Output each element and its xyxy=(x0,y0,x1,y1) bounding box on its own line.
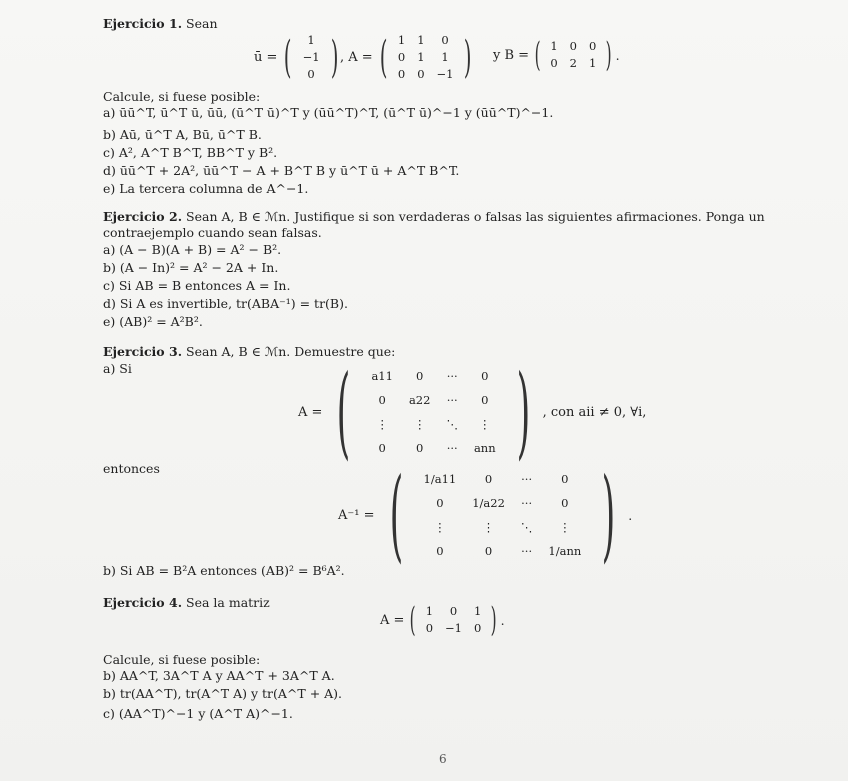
ex4-item-b2: b) tr(AA^T), tr(A^T A) y tr(A^T + A). xyxy=(103,686,343,701)
ex3-Ainv-matrix: A⁻¹ = ( 1/a11 0 ··· 0 0 1/a22 ··· 0 ⋮ ⋮ ⋱ ⋮ 0 0 ··· 1/ann ) . xyxy=(338,456,633,573)
matrix-entry: 0 xyxy=(417,67,425,81)
ex1-A-matrix: , A = ( 1 1 0 0 1 1 0 0 −1 ) xyxy=(340,31,472,83)
ex1-calc: Calcule, si fuese posible: xyxy=(103,89,261,104)
matrix-entry: ⋮ xyxy=(376,417,388,431)
matrix-entry: 0 xyxy=(416,369,424,383)
matrix-entry: 0 xyxy=(481,369,489,383)
matrix-entry: 1 xyxy=(588,56,597,70)
matrix-entry: a11 xyxy=(371,369,393,383)
ex1-title xyxy=(103,16,218,31)
matrix-entry: ⋮ xyxy=(413,417,426,431)
matrix-entry: 1 xyxy=(550,39,558,53)
matrix-entry: 0 xyxy=(416,441,424,455)
ex3-heading: Ejercicio 3. xyxy=(103,344,183,359)
u-matrix xyxy=(297,32,326,83)
ex2-item-a: a) (A − B)(A + B) = A² − B². xyxy=(103,242,282,257)
matrix-entry: 1 xyxy=(473,604,482,618)
Ainv-label: A⁻¹ = xyxy=(338,507,375,523)
matrix-entry: 0 xyxy=(378,393,386,407)
A-label: A = xyxy=(298,404,323,420)
matrix-entry: 1 xyxy=(441,50,449,64)
B-label: y B = xyxy=(493,47,530,63)
ex1-item-e: e) La tercera columna de A^−1. xyxy=(103,181,309,196)
matrix-entry: 0 xyxy=(449,604,458,618)
ex3-item-b: b) Si AB = B²A entonces (AB)² = B⁶A². xyxy=(103,563,345,578)
ex3-title xyxy=(103,344,395,359)
matrix-entry: 0 xyxy=(484,472,493,486)
matrix-entry: 0 xyxy=(550,56,558,70)
ex2-item-c: c) Si AB = B entonces A = In. xyxy=(103,278,291,293)
page-number: 6 xyxy=(439,752,447,766)
matrix-entry: ··· xyxy=(446,369,458,383)
ex1-item-b: b) Aū, ū^T A, Bū, ū^T B. xyxy=(103,127,262,142)
matrix-entry: 0 xyxy=(436,496,444,510)
ex4-intro: Sea la matriz xyxy=(186,595,270,610)
matrix-entry: 2 xyxy=(569,56,577,70)
ex4-title xyxy=(103,595,270,610)
matrix-entry: ⋮ xyxy=(434,520,446,534)
matrix-entry: ⋱ xyxy=(446,417,458,431)
matrix-entry: 0 xyxy=(436,544,444,558)
A-label: , A = xyxy=(340,50,373,65)
B-end: . xyxy=(615,47,620,63)
Ainv-end: . xyxy=(628,507,633,523)
ex2-line2: contraejemplo cuando sean falsas. xyxy=(103,225,322,240)
ex1-heading: Ejercicio 1. xyxy=(103,16,183,31)
ex4-A-matrix: A = ( 1 0 1 0 −1 0 ) . xyxy=(380,600,505,640)
ex1-intro: Sean xyxy=(186,16,218,31)
ex2-line1 xyxy=(103,209,765,224)
A-diag-matrix xyxy=(363,364,503,460)
matrix-entry: 1/a22 xyxy=(472,496,505,510)
ex3-intro: Sean A, B ∈ ℳn. Demuestre que: xyxy=(186,344,396,359)
matrix-entry: 0 xyxy=(473,621,482,635)
matrix-entry: 1 xyxy=(417,50,425,64)
matrix-entry: −1 xyxy=(302,50,320,64)
matrix-entry: ··· xyxy=(446,393,458,407)
Ainv-matrix xyxy=(416,467,590,563)
ex1-item-c: c) A², A^T B^T, BB^T y B². xyxy=(103,145,278,160)
matrix-entry: 0 xyxy=(425,621,434,635)
matrix-entry: 0 xyxy=(397,50,406,64)
ex1-item-d: d) ūū^T + 2A², ūū^T − A + B^T B y ū^T ū + A^T B^T. xyxy=(103,163,460,178)
matrix-entry: ⋮ xyxy=(559,520,571,534)
A-label: A = xyxy=(380,612,405,628)
ex4-item-b1: b) AA^T, 3A^T A y AA^T + 3A^T A. xyxy=(103,668,335,683)
ex1-u-vector: ū = ( 1 −1 0 ) xyxy=(254,31,338,83)
B-matrix xyxy=(544,38,602,72)
matrix-entry: 1/a11 xyxy=(423,472,457,486)
matrix-entry: ··· xyxy=(521,496,533,510)
matrix-entry: ⋮ xyxy=(482,520,495,534)
ex3-A-diag-matrix: A = ( a11 0 ··· 0 0 a22 ··· 0 ⋮ ⋮ ⋱ ⋮ 0 0 ··· ann ) , con aii ≠ 0, ∀i, xyxy=(298,353,647,470)
ex2-item-e: e) (AB)² = A²B². xyxy=(103,314,203,329)
matrix-entry: −1 xyxy=(445,621,462,635)
matrix-entry: 0 xyxy=(397,67,406,81)
matrix-entry: ··· xyxy=(446,441,458,455)
ex1-B-matrix: y B = ( 1 0 0 0 2 1 ) . xyxy=(493,35,620,75)
matrix-entry: −1 xyxy=(436,67,454,81)
matrix-entry: 1 xyxy=(397,33,406,47)
matrix-entry: 0 xyxy=(441,33,449,47)
matrix-entry: 0 xyxy=(561,472,569,486)
matrix-entry: 0 xyxy=(484,544,493,558)
matrix-entry: 1 xyxy=(417,33,425,47)
ex1-item-a: a) ūū^T, ū^T ū, ūū, (ū^T ū)^T y (ūū^T)^T, (ū^T ū)^−1 y (ūū^T)^−1. xyxy=(103,105,554,120)
A-matrix xyxy=(420,603,488,637)
A-matrix xyxy=(392,32,460,83)
matrix-entry: 0 xyxy=(561,496,569,510)
matrix-entry: 0 xyxy=(588,39,597,53)
matrix-entry: ··· xyxy=(521,544,533,558)
matrix-entry: 1 xyxy=(425,604,434,618)
matrix-entry: 0 xyxy=(481,393,489,407)
matrix-entry: ⋮ xyxy=(479,417,491,431)
ex4-item-c: c) (AA^T)^−1 y (A^T A)^−1. xyxy=(103,706,293,721)
ex2-item-b: b) (A − In)² = A² − 2A + In. xyxy=(103,260,279,275)
matrix-entry: 1 xyxy=(307,33,315,47)
ex4-calc: Calcule, si fuese posible: xyxy=(103,652,261,667)
matrix-entry: 0 xyxy=(378,441,386,455)
ex2-text: Sean A, B ∈ ℳn. Justifique si son verdaderas o falsas las siguientes afirmaciones. Ponga un xyxy=(186,209,765,224)
matrix-entry: 1/ann xyxy=(548,544,582,558)
A-condition: , con aii ≠ 0, ∀i, xyxy=(542,404,647,420)
matrix-entry: ann xyxy=(473,441,496,455)
matrix-entry: ⋱ xyxy=(520,520,533,534)
u-label: ū = xyxy=(254,50,278,65)
ex4-heading: Ejercicio 4. xyxy=(103,595,183,610)
ex3-item-a: a) Si xyxy=(103,361,132,376)
ex3-then: entonces xyxy=(103,461,160,476)
matrix-entry: a22 xyxy=(408,393,431,407)
matrix-entry: 0 xyxy=(569,39,577,53)
matrix-entry: 0 xyxy=(307,67,315,81)
ex2-heading: Ejercicio 2. xyxy=(103,209,183,224)
A-end: . xyxy=(500,612,505,628)
ex2-item-d: d) Si A es invertible, tr(ABA⁻¹) = tr(B). xyxy=(103,296,348,311)
matrix-entry: ··· xyxy=(521,472,533,486)
